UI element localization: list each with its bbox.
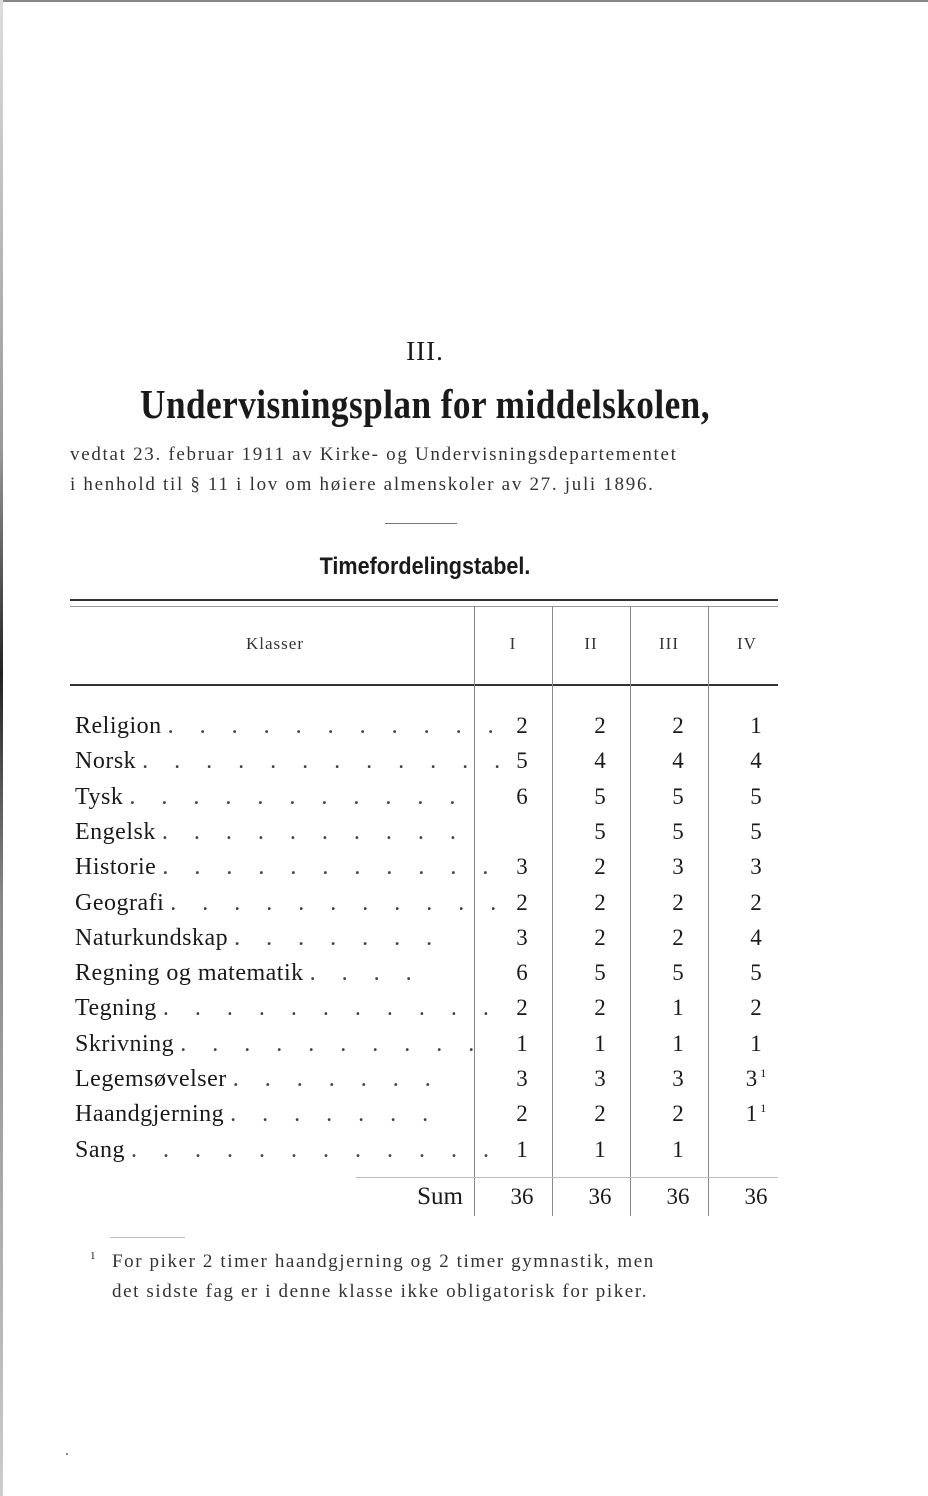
cell-value: 4 bbox=[594, 748, 606, 774]
row-value-cell bbox=[492, 748, 552, 774]
footnote-rule bbox=[110, 1237, 185, 1238]
cell-value: 1 bbox=[516, 1030, 528, 1056]
cell-value: 5 bbox=[672, 960, 684, 986]
cell-value: 6 bbox=[516, 783, 528, 809]
footnote-reference: 1 bbox=[760, 1101, 767, 1116]
page-title: Undervisningsplan for middelskolen, bbox=[140, 381, 710, 427]
row-subject-label: Naturkundskap bbox=[75, 924, 229, 951]
table-row bbox=[75, 925, 775, 960]
row-subject-label: Engelsk bbox=[75, 818, 156, 845]
table-header-rule bbox=[70, 684, 778, 686]
row-value-cell bbox=[570, 1066, 630, 1092]
table-row bbox=[75, 1101, 775, 1136]
row-value-cell bbox=[726, 995, 786, 1021]
row-subject-label: Religion bbox=[75, 713, 162, 739]
row-subject-label: Norsk bbox=[75, 748, 137, 775]
table-row bbox=[75, 1066, 775, 1101]
row-subject-label: Geografi bbox=[75, 889, 165, 916]
row-value-cell bbox=[570, 784, 630, 810]
table-row bbox=[75, 995, 775, 1030]
row-value-cell bbox=[648, 819, 708, 845]
row-value-cell bbox=[726, 784, 786, 810]
table-top-rule bbox=[70, 599, 778, 601]
row-value-cell bbox=[648, 713, 708, 739]
cell-value: 3 bbox=[745, 1066, 758, 1091]
row-value-cell bbox=[492, 1031, 552, 1057]
cell-value: 5 bbox=[672, 783, 684, 809]
row-value-cell bbox=[726, 854, 786, 880]
row-leader-dots: . . . . . . . . . . . . bbox=[131, 1136, 499, 1163]
cell-value: 3 bbox=[516, 1066, 528, 1091]
row-value-cell bbox=[726, 960, 786, 986]
row-value-cell bbox=[570, 890, 630, 916]
column-header-classes: Klasser bbox=[246, 634, 304, 653]
row-value-cell bbox=[648, 854, 708, 880]
table-row bbox=[75, 960, 775, 995]
footnote-line-1: For piker 2 timer haandgjerning og 2 timer gymnastik, men bbox=[112, 1251, 655, 1272]
row-value-cell bbox=[492, 960, 552, 986]
row-subject-label: Skrivning bbox=[75, 1030, 175, 1057]
row-value-cell bbox=[570, 854, 630, 880]
cell-value: 1 bbox=[745, 1101, 758, 1127]
column-header-II: II bbox=[584, 634, 598, 653]
row-leader-dots: . . . . . . . . . . . bbox=[170, 889, 507, 916]
cell-value: 5 bbox=[516, 748, 528, 774]
cell-value: 1 bbox=[672, 1030, 684, 1056]
cell-value: 2 bbox=[672, 1101, 684, 1127]
cell-value: 2 bbox=[672, 924, 684, 950]
cell-value: 2 bbox=[672, 889, 684, 915]
cell-value: 1 bbox=[672, 1136, 684, 1162]
cell-value: 3 bbox=[672, 854, 684, 880]
row-leader-dots: . . . . . . . . . . . . bbox=[142, 748, 511, 775]
footnote-line-2: det sidste fag er i denne klasse ikke obligatorisk for piker. bbox=[112, 1281, 649, 1302]
cell-value: 4 bbox=[750, 748, 762, 774]
cell-value: 2 bbox=[594, 889, 606, 915]
cell-value: 5 bbox=[750, 783, 762, 809]
row-value-cell bbox=[726, 1101, 786, 1127]
row-value-cell bbox=[570, 1101, 630, 1127]
sum-cell-IV: 36 bbox=[744, 1184, 768, 1209]
row-subject-label: Tegning bbox=[75, 995, 157, 1022]
row-value-cell bbox=[648, 960, 708, 986]
row-leader-dots: . . . . . . . . . . bbox=[161, 818, 466, 845]
row-leader-dots: . . . . . . . . . . . bbox=[167, 713, 504, 739]
cell-value: 2 bbox=[750, 889, 762, 915]
sum-cell-I: 36 bbox=[510, 1184, 534, 1209]
row-value-cell bbox=[648, 1101, 708, 1127]
table-row bbox=[75, 1137, 775, 1172]
cell-value: 1 bbox=[594, 1136, 606, 1162]
row-subject-label: Historie bbox=[75, 854, 157, 881]
column-header-III: III bbox=[659, 634, 679, 653]
page-edge-top bbox=[0, 0, 928, 2]
cell-value: 2 bbox=[516, 1101, 528, 1127]
row-value-cell bbox=[648, 1137, 708, 1163]
cell-value: 4 bbox=[672, 748, 684, 774]
row-value-cell bbox=[726, 713, 786, 739]
row-value-cell bbox=[492, 995, 552, 1021]
row-value-cell bbox=[570, 713, 630, 739]
table-row bbox=[75, 819, 775, 854]
table-row bbox=[75, 713, 775, 748]
cell-value: 2 bbox=[594, 854, 606, 880]
cell-value: 5 bbox=[594, 783, 606, 809]
row-value-cell bbox=[492, 784, 552, 810]
row-value-cell bbox=[726, 1031, 786, 1057]
row-value-cell bbox=[492, 1137, 552, 1163]
row-value-cell bbox=[648, 1066, 708, 1092]
cell-value: 2 bbox=[594, 924, 606, 950]
row-value-cell bbox=[570, 960, 630, 986]
row-value-cell bbox=[570, 1137, 630, 1163]
cell-value: 2 bbox=[516, 889, 528, 915]
cell-value: 5 bbox=[594, 960, 606, 986]
cell-value: 5 bbox=[672, 818, 684, 844]
row-value-cell bbox=[726, 925, 786, 951]
row-subject-label: Tysk bbox=[75, 783, 124, 810]
cell-value: 2 bbox=[516, 713, 528, 738]
column-header-I: I bbox=[509, 634, 517, 653]
section-divider bbox=[385, 523, 457, 524]
cell-value: 3 bbox=[516, 924, 528, 950]
row-value-cell bbox=[570, 819, 630, 845]
row-value-cell bbox=[492, 890, 552, 916]
sum-cell-II: 36 bbox=[588, 1184, 612, 1209]
cell-value: 2 bbox=[594, 1101, 606, 1127]
cell-value: 6 bbox=[516, 960, 528, 986]
row-value-cell bbox=[648, 925, 708, 951]
row-value-cell bbox=[648, 748, 708, 774]
row-subject-label: Legemsøvelser bbox=[75, 1066, 227, 1092]
cell-value: 1 bbox=[594, 1030, 606, 1056]
cell-value: 2 bbox=[516, 995, 528, 1021]
cell-value: 3 bbox=[594, 1066, 606, 1091]
row-value-cell bbox=[648, 995, 708, 1021]
footnote-reference: 1 bbox=[760, 1066, 767, 1080]
table-row bbox=[75, 854, 775, 889]
cell-value: 5 bbox=[594, 818, 606, 844]
sum-cell-III: 36 bbox=[666, 1184, 690, 1209]
row-value-cell bbox=[570, 1031, 630, 1057]
section-numeral: III. bbox=[406, 336, 444, 366]
row-leader-dots: . . . . . . . bbox=[232, 1066, 441, 1092]
row-subject-label: Regning og matematik bbox=[75, 960, 304, 987]
row-leader-dots: . . . . . . . . . . . bbox=[129, 783, 466, 810]
cell-value: 4 bbox=[750, 924, 762, 950]
cell-value: 2 bbox=[750, 995, 762, 1021]
paper-speck bbox=[66, 1453, 68, 1455]
table-row bbox=[75, 748, 775, 783]
row-value-cell bbox=[726, 819, 786, 845]
sum-label: Sum bbox=[417, 1183, 463, 1210]
sum-rule bbox=[356, 1177, 778, 1178]
page-edge-left bbox=[0, 0, 3, 1496]
row-value-cell bbox=[648, 784, 708, 810]
row-value-cell bbox=[726, 748, 786, 774]
cell-value: 3 bbox=[516, 854, 528, 880]
cell-value: 1 bbox=[750, 713, 762, 738]
row-value-cell bbox=[492, 854, 552, 880]
table-row bbox=[75, 890, 775, 925]
row-leader-dots: . . . . . . . . . . . bbox=[162, 995, 499, 1022]
cell-value: 2 bbox=[672, 713, 684, 738]
row-leader-dots: . . . . . . . . . . bbox=[180, 1030, 485, 1057]
row-leader-dots: . . . . . . . . . . . bbox=[162, 854, 499, 881]
subtitle-line-2: i henhold til § 11 i lov om høiere almenskoler av 27. juli 1896. bbox=[70, 474, 655, 495]
table-row bbox=[75, 784, 775, 819]
row-value-cell bbox=[492, 1101, 552, 1127]
row-leader-dots: . . . . . . . bbox=[230, 1101, 439, 1128]
row-leader-dots: . . . . . . . bbox=[234, 924, 443, 951]
footnote-marker: 1 bbox=[90, 1250, 96, 1262]
row-value-cell bbox=[492, 925, 552, 951]
cell-value: 1 bbox=[672, 995, 684, 1021]
row-value-cell bbox=[726, 890, 786, 916]
cell-value: 5 bbox=[750, 960, 762, 986]
cell-value: 2 bbox=[594, 995, 606, 1021]
row-value-cell bbox=[648, 890, 708, 916]
cell-value: 1 bbox=[516, 1136, 528, 1162]
cell-value: 3 bbox=[750, 854, 762, 880]
table-top-rule-thin bbox=[70, 606, 778, 607]
row-value-cell bbox=[492, 1066, 552, 1092]
subtitle-line-1: vedtat 23. februar 1911 av Kirke- og Undervisningsdepartementet bbox=[70, 444, 678, 465]
cell-value: 2 bbox=[594, 713, 606, 738]
row-value-cell bbox=[570, 925, 630, 951]
cell-value: 3 bbox=[672, 1066, 684, 1091]
row-value-cell bbox=[726, 1066, 786, 1092]
row-value-cell bbox=[570, 995, 630, 1021]
row-value-cell bbox=[492, 713, 552, 739]
row-value-cell bbox=[570, 748, 630, 774]
column-header-IV: IV bbox=[737, 634, 757, 653]
cell-value: 1 bbox=[750, 1030, 762, 1056]
table-title: Timefordelingstabel. bbox=[319, 553, 531, 580]
cell-value: 5 bbox=[750, 818, 762, 844]
row-value-cell bbox=[648, 1031, 708, 1057]
row-subject-label: Sang bbox=[75, 1136, 125, 1163]
table-row bbox=[75, 1031, 775, 1066]
row-leader-dots: . . . . bbox=[309, 960, 422, 987]
row-subject-label: Haandgjerning bbox=[75, 1101, 225, 1128]
